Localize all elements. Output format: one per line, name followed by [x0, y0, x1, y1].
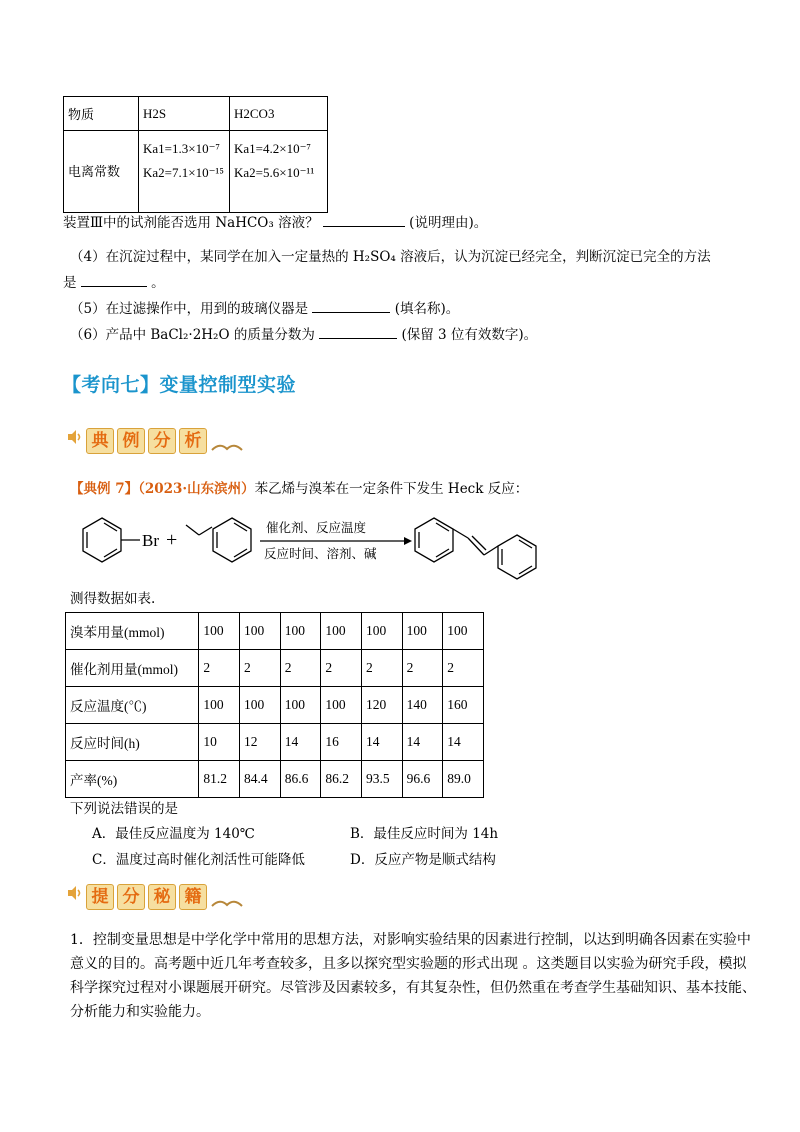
- banner-char: 分: [117, 884, 145, 910]
- condition-top: 催化剂、反应温度: [266, 520, 367, 535]
- table-cell: [230, 131, 328, 213]
- heck-reaction-scheme: [74, 505, 554, 583]
- table-row-label: 电离常数: [64, 131, 139, 213]
- table-cell: 96.6: [402, 761, 443, 798]
- example-heading: [70, 480, 528, 498]
- table-cell: 100: [280, 687, 321, 724]
- q3-formula: NaHCO₃: [215, 215, 274, 231]
- speaker-icon: [66, 428, 84, 446]
- table-cell: 14: [280, 724, 321, 761]
- table-row: [66, 650, 484, 687]
- table-header-cell: H2CO3: [230, 97, 328, 131]
- q4-text-post: 。: [151, 275, 165, 291]
- table-cell: 140: [402, 687, 443, 724]
- table-cell: 100: [402, 613, 443, 650]
- section-title: 【考向七】变量控制型实验: [62, 374, 297, 396]
- table-row: [66, 724, 484, 761]
- book-icon: [210, 896, 244, 910]
- speaker-icon: [66, 884, 84, 902]
- table-cell: 2: [280, 650, 321, 687]
- table-cell: 100: [443, 613, 484, 650]
- table-row-label: 溴苯用量(mmol): [66, 613, 199, 650]
- benzene-ring-icon: [498, 535, 536, 579]
- question-4-line2: [63, 274, 165, 292]
- h2co3-ka2: Ka2=5.6×10⁻¹¹: [234, 165, 315, 180]
- benzene-ring-icon: [83, 518, 121, 562]
- table-cell: 100: [240, 613, 281, 650]
- table-cell: 2: [402, 650, 443, 687]
- answer-blank[interactable]: [319, 338, 397, 339]
- answer-blank[interactable]: [312, 312, 390, 313]
- table-cell: 100: [199, 613, 240, 650]
- table-row-label: 反应时间(h): [66, 724, 199, 761]
- table-cell: 12: [240, 724, 281, 761]
- question-3: [63, 214, 487, 232]
- banner-char: 秘: [148, 884, 176, 910]
- option-b[interactable]: B．最佳反应时间为 14h: [350, 826, 499, 842]
- table-row: [66, 687, 484, 724]
- table-cell: 14: [443, 724, 484, 761]
- question-6: [70, 326, 537, 344]
- table-cell: 100: [321, 687, 362, 724]
- table-cell: [139, 131, 230, 213]
- question-4-line1: （4）在沉淀过程中，某同学在加入一定量热的 H₂SO₄ 溶液后，认为沉淀已经完全，判断沉淀已完全的方法: [70, 249, 711, 265]
- table-cell: 160: [443, 687, 484, 724]
- table-cell: 14: [402, 724, 443, 761]
- h2co3-ka1: Ka1=4.2×10⁻⁷: [234, 141, 311, 156]
- data-table: [65, 612, 484, 798]
- banner-char: 典: [86, 428, 114, 454]
- question-5: [70, 300, 459, 318]
- table-header-cell: H2S: [139, 97, 230, 131]
- table-row: [66, 761, 484, 798]
- banner-tips: [66, 884, 244, 910]
- table-cell: 100: [240, 687, 281, 724]
- q3-text: 装置Ⅲ中的试剂能否选用: [63, 215, 212, 231]
- table-row-label: 产率(%): [66, 761, 199, 798]
- table-cell: 2: [199, 650, 240, 687]
- banner-char: 析: [179, 428, 207, 454]
- table-cell: 86.6: [280, 761, 321, 798]
- table-cell: 100: [280, 613, 321, 650]
- table-cell: 2: [240, 650, 281, 687]
- h2s-ka2: Ka2=7.1×10⁻¹⁵: [143, 165, 224, 180]
- table-cell: 100: [321, 613, 362, 650]
- table-cell: 16: [321, 724, 362, 761]
- table-cell: 2: [443, 650, 484, 687]
- answer-blank[interactable]: [323, 226, 405, 227]
- table-cell: 89.0: [443, 761, 484, 798]
- q6-text-post: (保留 3 位有效数字)。: [401, 327, 538, 343]
- h2s-ka1: Ka1=1.3×10⁻⁷: [143, 141, 220, 156]
- banner-example-analysis: [66, 428, 244, 454]
- q5-text-post: (填名称)。: [394, 301, 460, 317]
- table-cell: 81.2: [199, 761, 240, 798]
- table-cell: 2: [361, 650, 402, 687]
- table-row-label: 催化剂用量(mmol): [66, 650, 199, 687]
- banner-char: 提: [86, 884, 114, 910]
- table-cell: 120: [361, 687, 402, 724]
- table-cell: 14: [361, 724, 402, 761]
- option-c[interactable]: C．温度过高时催化剂活性可能降低: [92, 852, 305, 868]
- answer-blank[interactable]: [81, 286, 147, 287]
- banner-char: 分: [148, 428, 176, 454]
- table-cell: 86.2: [321, 761, 362, 798]
- tips-paragraph: 1．控制变量思想是中学化学中常用的思想方法，对影响实验结果的因素进行控制，以达到明确各因素在实验中意义的目的。高考题中近几年考查较多，且多以探究型实验题的形式出现 。这类题目以实验为研究手段，模拟科学探究过程对小课题展开研究。尽管涉及因素较多，有其复杂性，但仍然重在考查学生基础知识、基本技能、分析能力和实验能力。: [70, 932, 756, 1020]
- table-cell: 93.5: [361, 761, 402, 798]
- q5-text: （5）在过滤操作中，用到的玻璃仪器是: [70, 301, 309, 317]
- option-a[interactable]: A．最佳反应温度为 140℃: [92, 826, 255, 842]
- table-row-label: 反应温度(℃): [66, 687, 199, 724]
- plus-sign: +: [166, 529, 178, 551]
- book-icon: [210, 440, 244, 454]
- table-row: [66, 613, 484, 650]
- option-d[interactable]: D．反应产物是顺式结构: [350, 852, 496, 868]
- banner-char: 籍: [179, 884, 207, 910]
- benzene-ring-icon: [213, 518, 251, 562]
- table-cell: 84.4: [240, 761, 281, 798]
- benzene-ring-icon: [415, 518, 453, 562]
- q4-text: 是: [63, 275, 77, 291]
- table-cell: 100: [361, 613, 402, 650]
- example-tag: 【典例 7】（2023·山东滨州）: [70, 481, 255, 497]
- banner-char: 例: [117, 428, 145, 454]
- table-cell: 2: [321, 650, 362, 687]
- q3-tail: (说明理由)。: [409, 215, 488, 231]
- bromine-label: Br: [142, 531, 159, 550]
- table-cell: 100: [199, 687, 240, 724]
- table-intro: 测得数据如表.: [70, 591, 156, 607]
- question-stem: 下列说法错误的是: [70, 801, 178, 817]
- condition-bottom: 反应时间、溶剂、碱: [264, 546, 377, 561]
- example-text: 苯乙烯与溴苯在一定条件下发生 Heck 反应：: [254, 481, 529, 497]
- ionization-constant-table: [63, 96, 328, 213]
- q3-text-post: 溶液？: [278, 215, 319, 231]
- table-cell: 10: [199, 724, 240, 761]
- table-header-cell: 物质: [64, 97, 139, 131]
- q6-text: （6）产品中 BaCl₂·2H₂O 的质量分数为: [70, 327, 315, 343]
